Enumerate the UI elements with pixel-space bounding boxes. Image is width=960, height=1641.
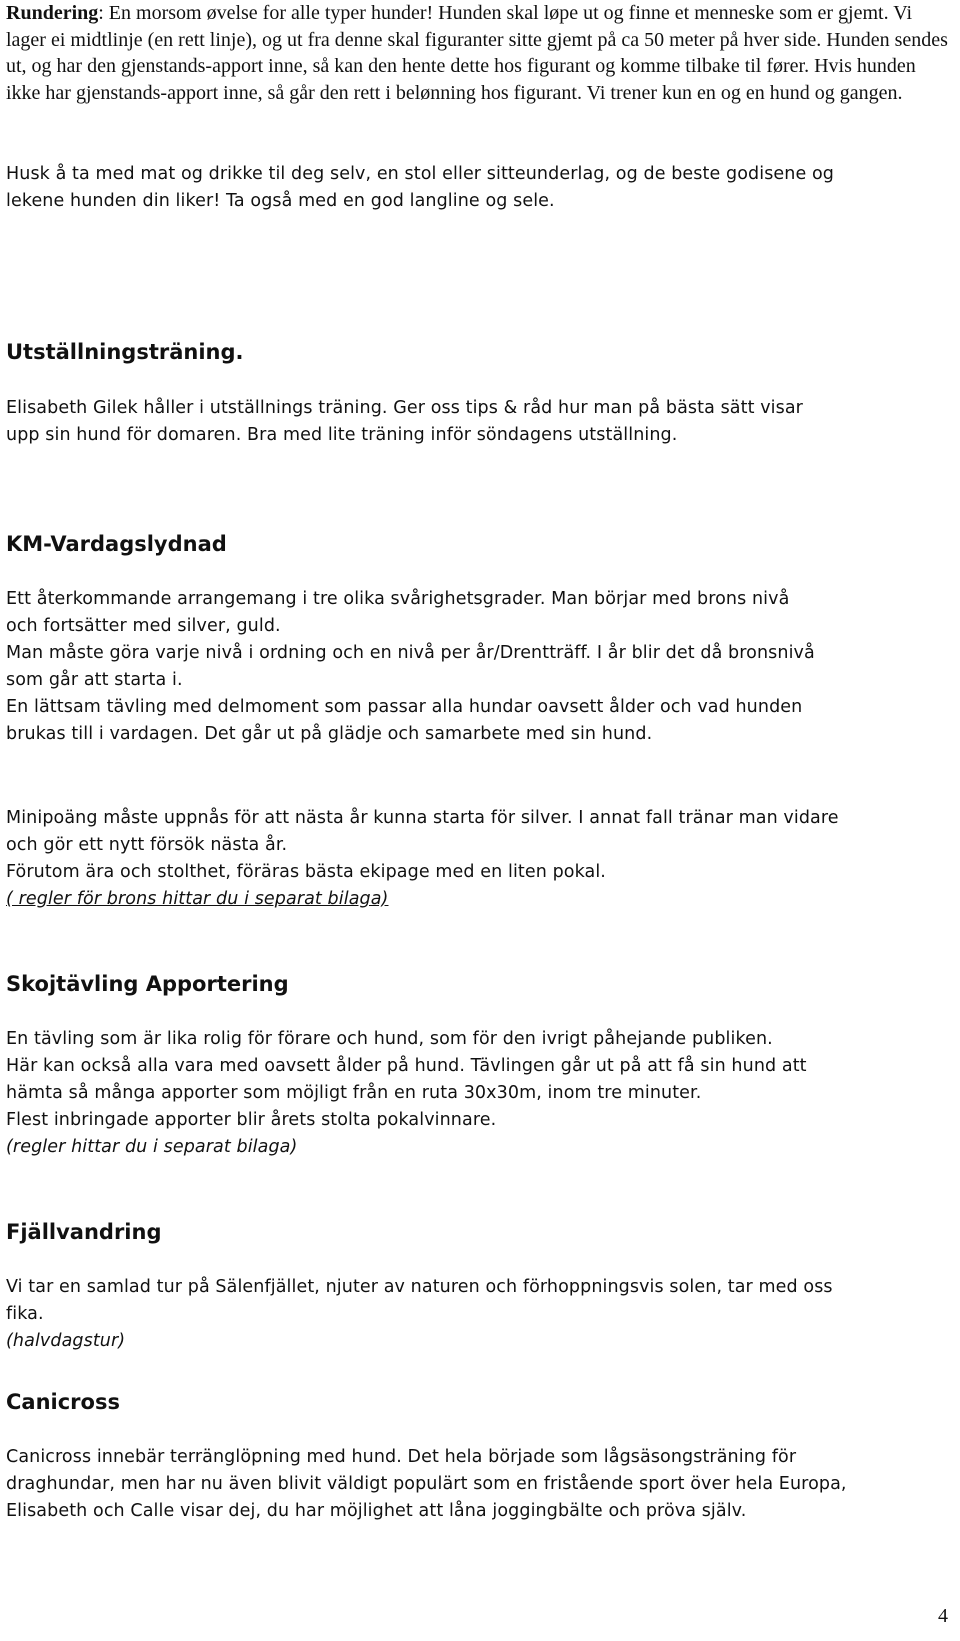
km-paragraph-1 [6,586,951,748]
fjall-line: fika. [6,1304,44,1324]
husk-line: lekene hunden din liker! Ta også med en god langline og sele. [6,191,555,211]
km-rules-note: ( regler för brons hittar du i separat bilaga) [6,889,389,909]
skoj-line: Här kan också alla vara med oavsett ålder på hund. Tävlingen går ut på att få sin hund att [6,1056,807,1076]
skoj-heading: Skojtävling Apportering [6,972,289,996]
husk-line: Husk å ta med mat og drikke til deg selv, en stol eller sitteunderlag, og de beste godisene og [6,164,835,184]
rundering-text: : En morsom øvelse for alle typer hunder! Hunden skal løpe ut og finne et menneske som er gjemt. Vi lager ei midtlinje (en rett linje), og ut fra denne skal figuranter sitte gjemt på ca 50 meter på hver side. Hunden sendes ut, og har den gjenstands-apport inne, så kan den hente dette hos figurant og komme tilbake til fører. Hvis hunden ikke har gjenstands-apport inne, så går den rett i belønning hos figurant. Vi trener kun en og en hund og gangen. [6,2,948,104]
canicross-line: Elisabeth och Calle visar dej, du har möjlighet att låna joggingbälte och pröva själv. [6,1501,747,1521]
skoj-line: Flest inbringade apporter blir årets stolta pokalvinnare. [6,1110,497,1130]
skoj-paragraph [6,1026,951,1161]
km-line: och fortsätter med silver, guld. [6,616,281,636]
km-line: Man måste göra varje nivå i ordning och en nivå per år/Drentträff. I år blir det då bronsnivå [6,643,815,663]
utstallning-line: upp sin hund för domaren. Bra med lite träning inför söndagens utställning. [6,425,678,445]
km-line: En lättsam tävling med delmoment som passar alla hundar oavsett ålder och vad hunden [6,697,803,717]
fjall-line: Vi tar en samlad tur på Sälenfjället, njuter av naturen och förhoppningsvis solen, tar med oss [6,1277,833,1297]
utstallning-heading: Utställningsträning. [6,340,244,364]
canicross-line: draghundar, men har nu även blivit väldigt populärt som en fristående sport över hela Europa, [6,1474,847,1494]
fjall-heading: Fjällvandring [6,1220,162,1244]
km-line: Minipoäng måste uppnås för att nästa år kunna starta för silver. I annat fall tränar man vidare [6,808,839,828]
km-line: brukas till i vardagen. Det går ut på glädje och samarbete med sin hund. [6,724,653,744]
km-line: och gör ett nytt försök nästa år. [6,835,288,855]
km-line: som går att starta i. [6,670,183,690]
fjall-note: (halvdagstur) [6,1331,126,1351]
canicross-heading: Canicross [6,1390,120,1414]
skoj-rules-note: (regler hittar du i separat bilaga) [6,1137,298,1157]
rundering-paragraph [6,0,951,106]
page-number: 4 [938,1605,948,1627]
km-line: Ett återkommande arrangemang i tre olika svårighetsgrader. Man börjar med brons nivå [6,589,790,609]
km-line: Förutom ära och stolthet, föräras bästa ekipage med en liten pokal. [6,862,606,882]
skoj-line: hämta så många apporter som möjligt från en ruta 30x30m, inom tre minuter. [6,1083,702,1103]
canicross-line: Canicross innebär terränglöpning med hund. Det hela började som lågsäsongsträning för [6,1447,797,1467]
km-heading: KM-Vardagslydnad [6,532,227,556]
skoj-line: En tävling som är lika rolig för förare och hund, som för den ivrigt påhejande publiken. [6,1029,773,1049]
canicross-paragraph [6,1444,951,1525]
fjall-paragraph [6,1274,951,1355]
km-paragraph-2 [6,805,951,913]
utstallning-line: Elisabeth Gilek håller i utställnings träning. Ger oss tips & råd hur man på bästa sätt visar [6,398,803,418]
rundering-label: Rundering [6,2,99,24]
husk-paragraph [6,161,951,215]
utstallning-paragraph [6,395,951,449]
